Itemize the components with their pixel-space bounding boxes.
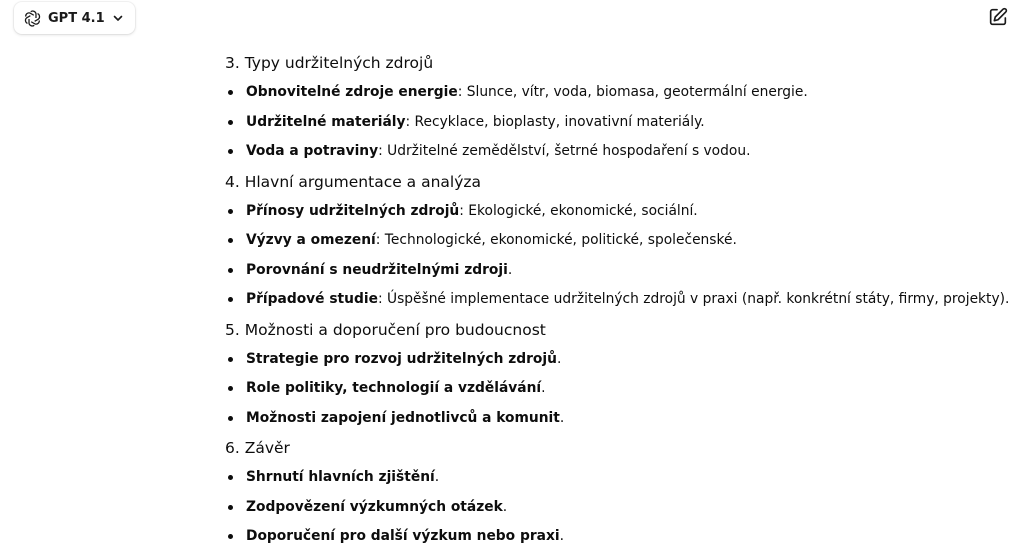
section-heading: 3. Typy udržitelných zdrojů [225,54,434,72]
list-item [225,137,1020,167]
item-term: Přínosy udržitelných zdrojů [246,202,460,219]
assistant-message [225,48,1020,552]
bullet-icon [228,416,233,421]
list-item [225,493,1020,523]
item-term: Voda a potraviny [246,143,379,159]
bullet-icon [228,534,233,539]
list-item [225,108,1020,138]
bullet-icon [228,386,233,391]
item-text: . [502,498,508,515]
section [225,433,1020,552]
item-text: : Udržitelné zemědělství, šetrné hospodaření s vodou. [378,143,751,159]
bullet-icon [228,357,233,362]
model-selector-button[interactable] [14,2,135,34]
section-heading: 5. Možnosti a doporučení pro budoucnost [225,320,546,339]
item-text: . [556,350,562,367]
chevron-down-icon [111,11,125,25]
item-text: : Úspěšné implementace udržitelných zdrojů v praxi (např. konkrétní státy, firmy, projekty). [377,291,1010,307]
section [225,167,1020,315]
bullet-list [225,78,1020,167]
model-label: GPT 4.1 [48,10,105,26]
section-heading: 6. Závěr [225,439,290,457]
item-text: . [541,380,546,396]
item-text: : Technologické, ekonomické, politické, společenské. [375,232,737,248]
bullet-list [225,463,1020,552]
list-item [225,197,1020,227]
bullet-icon [228,238,233,243]
list-item [225,463,1020,493]
list-item [225,285,1020,315]
bullet-icon [228,268,233,273]
openai-logo-icon [22,8,42,28]
item-term: Možnosti zapojení jednotlivců a komunit [246,409,560,426]
item-text: . [559,528,564,544]
new-chat-button[interactable] [984,5,1012,33]
item-term: Výzvy a omezení [246,232,376,248]
item-term: Porovnání s neudržitelnými zdroji [246,261,508,278]
list-item [225,78,1020,108]
item-text: : Slunce, vítr, voda, biomasa, geotermální energie. [457,84,808,100]
list-item [225,374,1020,404]
bullet-icon [228,297,233,302]
item-text: : Ekologické, ekonomické, sociální. [459,202,698,219]
bullet-icon [228,90,233,95]
bullet-icon [228,149,233,154]
item-text: : Recyklace, bioplasty, inovativní materiály. [405,113,705,130]
item-text: . [434,469,440,485]
bullet-icon [228,120,233,125]
top-bar [0,0,1024,40]
section [225,315,1020,434]
section [225,48,1020,167]
item-term: Shrnutí hlavních zjištění [246,469,435,485]
item-term: Doporučení pro další výzkum nebo praxi [246,528,560,544]
bullet-icon [228,505,233,510]
bullet-list [225,197,1020,315]
bullet-list [225,345,1020,434]
item-term: Udržitelné materiály [246,113,406,130]
list-item [225,226,1020,256]
item-term: Případové studie [246,291,378,307]
list-item [225,404,1020,434]
list-item [225,256,1020,286]
bullet-icon [228,475,233,480]
bullet-icon [228,209,233,214]
item-term: Strategie pro rozvoj udržitelných zdrojů [246,350,557,367]
edit-icon [987,6,1009,32]
item-text: . [507,261,513,278]
item-term: Role politiky, technologií a vzdělávání [246,380,542,396]
item-term: Obnovitelné zdroje energie [246,84,458,100]
item-text: . [559,409,565,426]
list-item [225,345,1020,375]
item-term: Zodpovězení výzkumných otázek [246,498,503,515]
list-item [225,522,1020,552]
section-heading: 4. Hlavní argumentace a analýza [225,172,482,191]
